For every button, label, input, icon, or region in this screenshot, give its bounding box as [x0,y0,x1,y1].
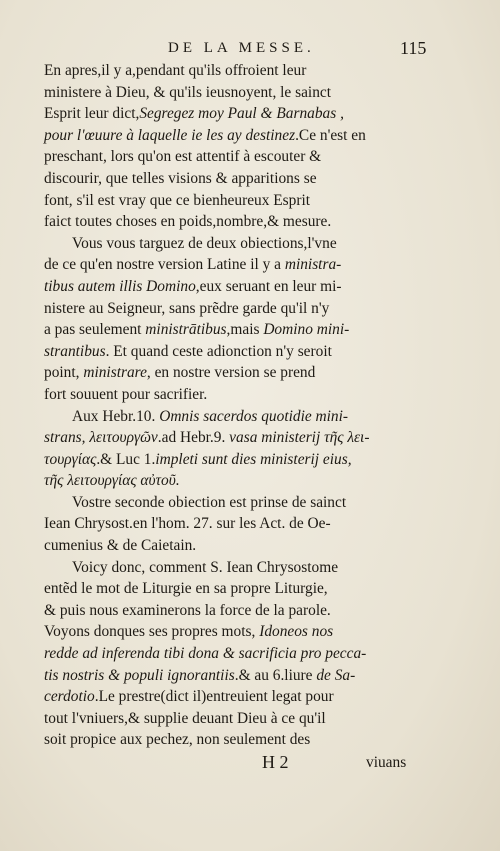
text-run: .Le prestre(dict il)entreuient legat pour [94,688,334,706]
text-run: cumenius & de Caietain. [44,537,197,555]
page-header [0,40,500,62]
text-run: Iean Chrysost.en l'hom. 27. sur les Act. de Oe- [44,515,331,533]
text-line [44,146,424,168]
text-run: Voyons donques ses propres mots, [44,623,260,641]
text-line [44,60,424,82]
text-run: .& Luc 1. [96,450,156,468]
italic-text-run: pour l'œuure à laquelle ie les ay destinez [44,126,296,144]
text-run: Vostre seconde obiection est prinse de sainct [72,493,347,511]
text-line [44,125,424,147]
italic-text-run: cerdotio [44,688,95,706]
text-line [44,168,424,190]
text-line [44,211,424,233]
text-line [44,233,424,255]
text-line [44,82,424,104]
text-line [44,427,424,449]
text-run: & puis nous examinerons la force de la parole. [44,601,331,619]
text-line [44,513,424,535]
body-text [44,60,424,751]
text-line [44,621,424,643]
text-run: fort souuent pour sacrifier. [44,385,208,403]
italic-text-run: Segregez moy Paul & Barnabas , [139,105,344,123]
italic-text-run: Omnis sacerdos quotidie mini- [159,407,349,425]
text-run: preschant, lors qu'on est attentif à escouter & [44,148,322,166]
page-number: 115 [400,38,427,58]
text-line [44,362,424,384]
text-run: .ad Hebr.9. [157,429,230,447]
text-run: ,eux seruant en leur mi- [195,277,342,295]
text-line [44,578,424,600]
italic-text-run: Idoneos nos [259,623,334,641]
text-line [44,686,424,708]
italic-text-run: vasa ministerij τῆς λει- [229,429,370,447]
page-footer [0,752,500,776]
text-line [44,384,424,406]
italic-text-run: impleti sunt dies ministerij eius, [155,450,352,468]
text-line [44,276,424,298]
running-title: DE LA MESSE. [168,40,315,56]
text-run: Esprit leur dict, [44,105,140,123]
text-line [44,708,424,730]
italic-text-run: ministrātibus [145,321,227,339]
italic-text-run: ministrare [83,364,147,382]
text-run: a pas seulement [44,321,146,339]
text-run: nistere au Seigneur, sans prẽdre garde qu'il n'y [44,299,330,317]
text-line [44,103,424,125]
text-line [44,470,424,492]
text-run: ministere à Dieu, & qu'ils ieusnoyent, le sainct [44,83,332,101]
italic-text-run: ministra- [284,256,342,274]
italic-text-run: τουργίας [44,450,97,468]
text-run: font, s'il est vray que ce bienheureux Esprit [44,191,311,209]
text-line [44,190,424,212]
text-line [44,449,424,471]
text-run: En apres,il y a,pendant qu'ils offroient leur [44,62,307,79]
text-line [44,557,424,579]
text-line [44,298,424,320]
text-run: .& au 6.liure [234,666,317,684]
text-line [44,492,424,514]
text-run: entẽd le mot de Liturgie en sa propre Liturgie, [44,580,328,598]
text-run: , en nostre version se prend [146,364,316,382]
italic-text-run: redde ad inferenda tibi dona & sacrificia pro pecca- [44,645,367,663]
italic-text-run: tibus autem illis Domino [44,277,196,295]
text-run: tout l'vniuers,& supplie deuant Dieu à ce qu'il [44,709,326,727]
italic-text-run: τῆς λειτουργίας αὐτοῦ. [44,472,180,490]
text-line [44,665,424,687]
catchword: viuans [366,754,407,771]
text-line [44,535,424,557]
text-line [44,319,424,341]
text-line [44,600,424,622]
text-run: faict toutes choses en poids,nombre,& mesure. [44,213,332,231]
text-run: de ce qu'en nostre version Latine il y a [44,256,285,274]
text-run: soit propice aux pechez, non seulement des [44,731,311,749]
italic-text-run: de Sa- [316,666,356,684]
text-run: .Ce n'est en [295,126,366,144]
text-run: ,mais [226,321,264,339]
italic-text-run: λειτουργῶν [89,429,158,447]
text-line [44,729,424,751]
signature-mark: H 2 [262,752,289,772]
italic-text-run: strantibus [44,342,106,360]
italic-text-run: tis nostris & populi ignorantiis [44,666,235,684]
text-line [44,643,424,665]
text-run: point, [44,364,84,382]
text-line [44,341,424,363]
text-run: discourir, que telles visions & apparitions se [44,169,317,187]
italic-text-run: strans, [44,429,90,447]
text-run: Vous vous targuez de deux obiections,l'vne [72,234,337,252]
text-run: Aux Hebr.10. [72,407,160,425]
text-line [44,406,424,428]
text-line [44,254,424,276]
text-run: Voicy donc, comment S. Iean Chrysostome [72,558,339,576]
text-run: . Et quand ceste adionction n'y seroit [105,342,332,360]
italic-text-run: Domino mini- [263,321,350,339]
